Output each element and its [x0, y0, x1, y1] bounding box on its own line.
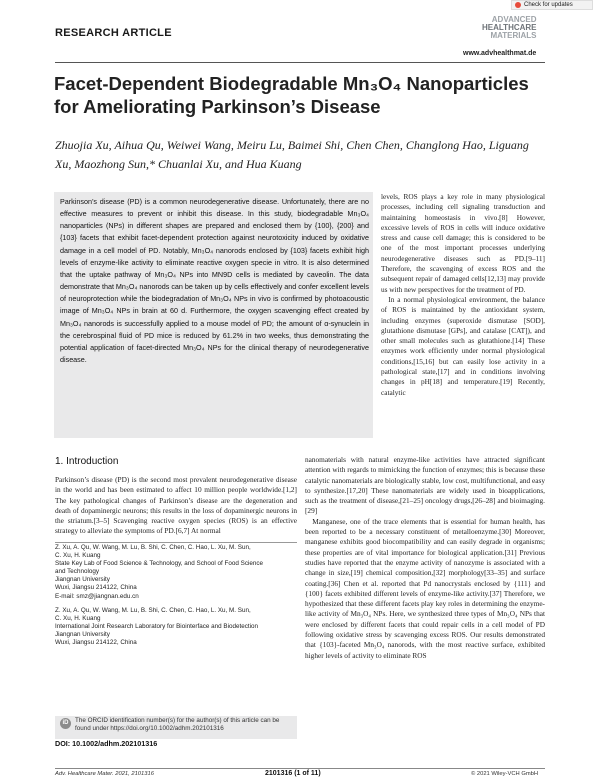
footer-copyright: © 2021 Wiley-VCH GmbH [471, 771, 539, 777]
logo-line-3: MATERIALS [490, 31, 537, 40]
footer-divider [55, 768, 545, 769]
doi[interactable]: DOI: 10.1002/adhm.202101316 [55, 739, 158, 748]
article-title: Facet-Dependent Biodegradable Mn₃O₄ Nanoparticles for Ameliorating Parkinson’s Disease [54, 73, 529, 117]
footer-journal-citation: Adv. Healthcare Mater. 2021, 2101316 [55, 771, 154, 777]
footer-page-number: 2101316 (1 of 11) [265, 770, 321, 777]
check-for-updates-button[interactable] [511, 0, 593, 10]
author-list: Zhuojia Xu, Aihua Qu, Weiwei Wang, Meiru Lu, Baimei Shi, Chen Chen, Changlong Hao, Liguang Xu, Maozhong Sun,* Chuanlai Xu, and Hua Kuang [55, 138, 529, 171]
update-icon [515, 2, 521, 8]
orcid-note[interactable]: The ORCID identification number(s) for the author(s) of this article can be found under https://doi.org/10.1002/adhm.202101316 [75, 717, 280, 732]
affiliation-line: Z. Xu, A. Qu, W. Wang, M. Lu, B. Shi, C. Chen, C. Hao, L. Xu, M. Sun, [55, 606, 251, 614]
affiliation-email[interactable]: E-mail: smz@jiangnan.edu.cn [55, 592, 139, 600]
introduction-heading: 1. Introduction [55, 456, 119, 467]
logo-line-2: HEALTHCARE [482, 23, 537, 32]
abstract-text: Parkinson’s disease (PD) is a common neurodegenerative disease. Unfortunately, there are no effective measures to prevent or inhibit this disease. In this study, biodegradable Mn₃O₄ nanoparticles (NPs) in different shapes are prepared and enclosed them by {100}, {200} and {103} facets that exhibit facet-dependent protection against neurotoxicity induced by oxidative damage in a cell model of PD. Notably, Mn₃O₄ nanorods enclosed by {103} facets exhibit high levels of enzyme-like activity to eliminate reactive oxygen specie in vitro. It is also determined that the uptake pathway of Mn₃O₄ NPs into MN9D cells is mediated by caveolin. The data demonstrate that Mn₃O₄ nanorods can be taken up by cells effectively and confer excellent levels of neuroprotection while the biodegradation of Mn₃O₄ NPs in vivo is confirmed by photoacoustic image of Mn₃O₄ NPs in brain at 60 d. Furthermore, the oxygen scavenging effect created by Mn₃O₄ nanorods is successfully applied to a mouse model of PD; the amount of α-synuclein in the cerebrospinal fluid of PD mice is reduced by 61.2% in two weeks, thus demonstrating the potential application of facet-directed Mn₃O₄ NPs for the clinical therapy of neurodegenerative disease. [60, 197, 369, 365]
introduction-text: Parkinson’s disease (PD) is the second most prevalent neurodegenerative disease in the world and has been estimated to affect 10 million people worldwide.[1,2] The key pathological changes of Parkinson’s disease are the degeneration and death of dopaminergic neurons; this results in the loss of dopaminergic neurons in the striatum.[3–5] Scavenging reactive oxygen species (ROS) is an effective strategy to alleviate the symptoms of PD.[6,7] At normal [55, 475, 297, 536]
affiliation-line: and Technology [55, 568, 99, 576]
right-column-text: levels, ROS plays a key role in many physiological processes, including cell signaling transduction and maintaining homeostasis in vivo.[8] However, excessive levels of ROS in cells will induce oxidative stress and cause cell damage; this is considered to be one of the most important processes underlying neurodegenerative diseases such as PD.[9–11] Therefore, the scavenging of excess ROS and the subsequent repair of damaged cells[12,13] may provide us with new perspectives for the treatment of PD. In a normal physiological environment, the balance of ROS is maintained by the antioxidant system, including enzymes (superoxide dismutase [SOD], glutathione dismutase [GPs], and catalase [CAT]), and other small molecules such as glutathione.[14] These enzymes work efficiently under normal physiological conditions,[15,16] but can easily lose activity in a pathological state,[17] and in conditions involving changes in pH[18] and temperature.[19] Recently, catalytic [381, 192, 545, 397]
affiliation-divider [55, 542, 297, 543]
journal-logo [482, 16, 537, 40]
affiliation-line: Z. Xu, A. Qu, W. Wang, M. Lu, B. Shi, C. Chen, C. Hao, L. Xu, M. Sun, [55, 544, 251, 551]
affiliation-line: State Key Lab of Food Science & Technology, and School of Food Science [55, 560, 264, 568]
affiliation-line: Wuxi, Jiangsu 214122, China [55, 584, 137, 592]
affiliations [55, 544, 297, 647]
affiliation-line: Jiangnan University [55, 576, 110, 584]
affiliation-line: Wuxi, Jiangsu 214122, China [55, 639, 137, 647]
logo-line-1: ADVANCED [491, 15, 537, 24]
header-divider [55, 62, 545, 63]
affiliation-line: International Joint Research Laboratory for Biointerface and Biodetection [55, 622, 259, 630]
body-text-column: nanomaterials with natural enzyme-like activities have attracted significant attention with regards to mimicking the function of enzymes; this is because these catalytic nanomaterials are biologically stable, low cost, multifunctional, and easy to synthesize.[17,20] These nanomaterials are widely used in bioapplications, such as the treatment of disease,[21–25] oncology drugs,[26–28] and bioimaging.[29] Manganese, one of the trace elements that is essential for human health, has been reported to be a necessary constituent of metalloenzyme.[30] Moreover, manganese exhibits good biocompatibility and can easily degrade in organisms; these properties are of vital importance for biological application.[31] Previous studies have reported that the enzyme activity of nanozyme is associated with a change in size,[19] chemical composition,[32] morphology[33–35] and surface coating.[36] Chen et al. reported that Pd nanocrystals enclosed by {111} and {100} facets exhibited different levels of enzyme-like activity.[37] Therefore, we hypothesized that these different facets play key roles in determining the enzyme-like activity of Mn₃O₄ NPs. Here, we synthesized three types of Mn₃O₄ NPs that were enclosed by different facets that could repair cells in a cell model of PD following oxidative stress by scavenging excess ROS. Our results demonstrated that {103}-faceted Mn₃O₄ nanorods, with the most reactive surface, exhibited higher levels of activity to eliminate ROS [305, 455, 545, 660]
orcid-icon: iD [60, 718, 71, 729]
affiliation-line: Jiangnan University [55, 630, 110, 638]
section-label: RESEARCH ARTICLE [55, 27, 172, 39]
journal-url[interactable]: www.advhealthmat.de [463, 50, 537, 57]
check-for-updates-label: Check for updates [524, 2, 573, 8]
affiliation-line: C. Xu, H. Kuang [55, 614, 101, 622]
affiliation-line: C. Xu, H. Kuang [55, 552, 101, 560]
